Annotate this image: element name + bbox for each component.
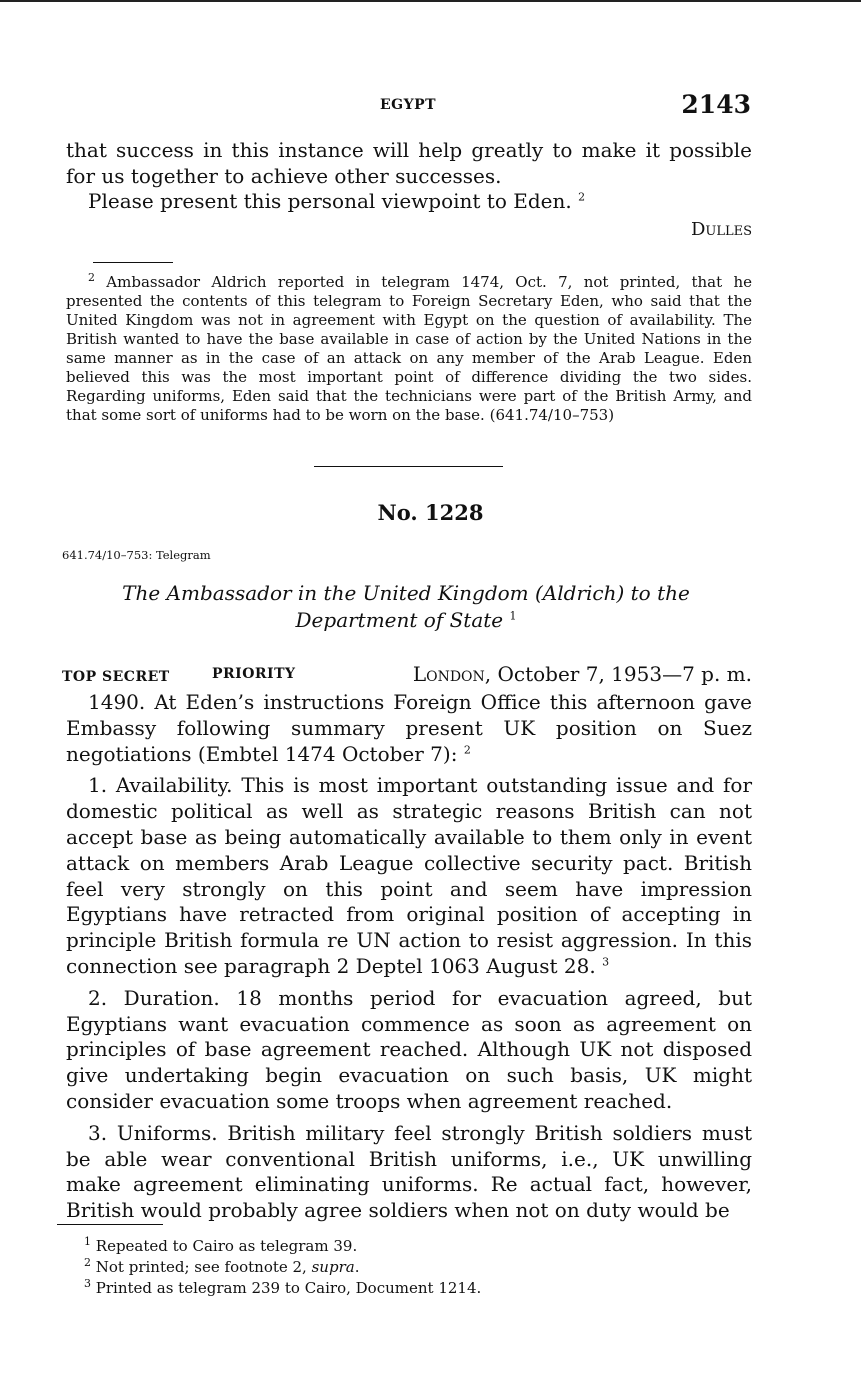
dateline: London, October 7, 1953—7 p. m.	[412, 662, 752, 686]
title-line-1: The Ambassador in the United Kingdom (Aldrich) to the	[122, 581, 690, 605]
page-number: 2143	[681, 90, 751, 119]
intro-paragraph: 1490. At Eden’s instructions Foreign Office this afternoon gave Embassy following summary present UK position on Suez negotiations (Embtel 1474 October 7): $^2$	[66, 690, 752, 766]
file-reference: 641.74/10–753: Telegram	[62, 548, 211, 562]
priority: PRIORITY	[212, 666, 296, 682]
classification-line	[62, 662, 752, 686]
closing-line: Please present this personal viewpoint to Eden. $^2$	[88, 189, 586, 213]
document-number: No. 1228	[377, 500, 484, 525]
footnote-ref: 1	[509, 609, 517, 623]
paragraph-availability: 1. Availability. This is most important outstanding issue and for domestic political as well as strategic reasons British can not accept base as being automatically available to them only in event attack on members Arab League collective security pact. British feel very strongly on this point and seem have impression Egyptians have retracted from original position of accepting in principle British formula re UN action to resist aggression. In this connection see paragraph 2 Deptel 1063 August 28. $^3$	[66, 773, 752, 978]
page-top-border	[0, 0, 861, 2]
paragraph-duration: 2. Duration. 18 months period for evacuation agreed, but Egyptians want evacuation commence as soon as agreement on principles of base agreement reached. Although UK not disposed give undertaking begin evacuation on such basis, UK might consider evacuation some troops when agreement reached.	[66, 985, 752, 1113]
paragraph-uniforms: 3. Uniforms. British military feel strongly British soldiers must be able wear conventional British uniforms, i.e., UK unwilling make agreement eliminating uniforms. Re actual fact, however, British would probably agree soldiers when not on duty would be	[66, 1120, 752, 1223]
document-title	[66, 580, 746, 634]
running-head: EGYPT	[380, 97, 437, 113]
footnote-marker: 2	[88, 271, 95, 284]
footnotes-bottom	[84, 1236, 481, 1299]
footnote-ref: 3	[602, 955, 610, 969]
footnote-divider	[57, 1224, 163, 1225]
section-divider	[314, 466, 503, 467]
footnote-ref: 2	[578, 190, 586, 204]
classification: TOP SECRET	[62, 669, 170, 685]
footnote-1: $^1$ Repeated to Cairo as telegram 39.	[84, 1235, 358, 1255]
footnote-3: $^3$ Printed as telegram 239 to Cairo, Document 1214.	[84, 1277, 482, 1297]
continuation-block	[66, 138, 752, 242]
footnote-top	[66, 273, 752, 425]
continuation-paragraph: that success in this instance will help greatly to make it possible for us together to achieve other successes.	[66, 138, 752, 188]
footnote-text: Ambassador Aldrich reported in telegram 1474, Oct. 7, not printed, that he presented the contents of this telegram to Foreign Secretary Eden, who said that the United Kingdom was not in agreement with Egypt on the question of availability. The British wanted to have the base available in case of action by the United Nations in the same manner as in the case of an attack on any member of the Arab League. Eden believed this was the most important point of difference dividing the two sides. Regarding uniforms, Eden said that the technicians were part of the British Army, and that some sort of uniforms had to be worn on the base. (641.74/10–753)	[66, 273, 752, 424]
signature: Dulles	[690, 218, 752, 240]
footnote-2: $^2$ Not printed; see footnote 2, supra.	[84, 1256, 360, 1276]
footnote-divider	[93, 262, 173, 263]
footnote-ref: 2	[463, 742, 471, 756]
title-line-2: Department of State $^1$	[295, 608, 517, 632]
telegram-body	[66, 690, 752, 1224]
